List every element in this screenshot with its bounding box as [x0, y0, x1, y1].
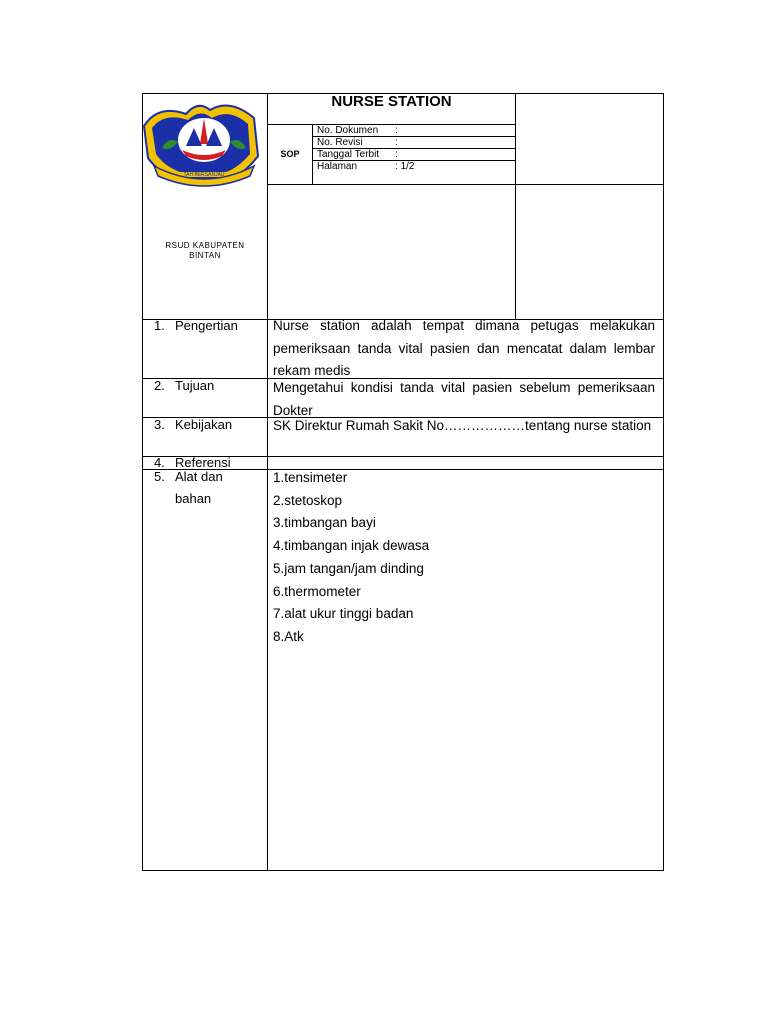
section-label-alat-bahan: 5. Alat dan	[154, 469, 223, 484]
list-item: 4.timbangan injak dewasa	[273, 538, 430, 554]
organization-line-1: RSUD KABUPATEN	[165, 241, 245, 250]
field-label: No. Revisi	[317, 137, 363, 148]
district-emblem-logo	[138, 96, 268, 188]
field-label: No. Dokumen	[317, 125, 379, 136]
list-item: 3.timbangan bayi	[273, 515, 376, 531]
list-item: 5.jam tangan/jam dinding	[273, 560, 424, 576]
field-label: Halaman	[317, 161, 358, 172]
field-halaman	[317, 161, 414, 172]
field-label: Tanggal Terbit	[317, 149, 380, 160]
field-no-revisi	[317, 137, 398, 148]
field-sep: :	[395, 161, 398, 172]
field-value: 1/2	[400, 161, 415, 172]
sop-label: SOP	[280, 149, 300, 159]
list-item: 6.thermometer	[273, 583, 361, 599]
section-label-tujuan: 2. Tujuan	[154, 378, 215, 393]
section-text-kebijakan: SK Direktur Rumah Sakit No………………tentang nurse station	[273, 418, 652, 433]
list-item: 7.alat ukur tinggi badan	[273, 606, 414, 622]
border-left	[142, 93, 143, 871]
list-item: 2.stetoskop	[273, 492, 343, 508]
section-text-tujuan: Mengetahui kondisi tanda vital pasien sebelum pemeriksaan Dokter	[273, 380, 655, 418]
section-label-alat-bahan-line-2: bahan	[175, 491, 212, 506]
border-bottom	[142, 870, 664, 871]
section-label-kebijakan: 3. Kebijakan	[154, 417, 233, 432]
logo-banner-text: TAH BERSANJAU	[183, 172, 225, 178]
header-bottom-line	[267, 184, 664, 185]
organization-line-2: BINTAN	[189, 251, 221, 260]
column-divider	[267, 93, 268, 871]
header-right-divider	[515, 93, 516, 319]
section-text-pengertian: Nurse station adalah tempat dimana petugas melakukan pemeriksaan tanda vital pasien dan mencatat dalam lembar rekam medis	[273, 318, 655, 378]
field-sep: :	[395, 149, 398, 160]
border-right	[663, 93, 664, 871]
field-sep: :	[395, 137, 398, 148]
list-item: 8.Atk	[273, 628, 304, 644]
section-label-referensi: 4. Referensi	[154, 455, 231, 470]
field-tanggal-terbit	[317, 149, 398, 160]
field-no-dokumen	[317, 125, 398, 136]
sop-divider	[312, 124, 313, 184]
equipment-list	[273, 467, 429, 649]
organization-name	[143, 241, 267, 261]
document-title: NURSE STATION	[331, 93, 452, 110]
section-label-pengertian: 1. Pengertian	[154, 318, 238, 333]
field-sep: :	[395, 125, 398, 136]
list-item: 1.tensimeter	[273, 470, 348, 485]
